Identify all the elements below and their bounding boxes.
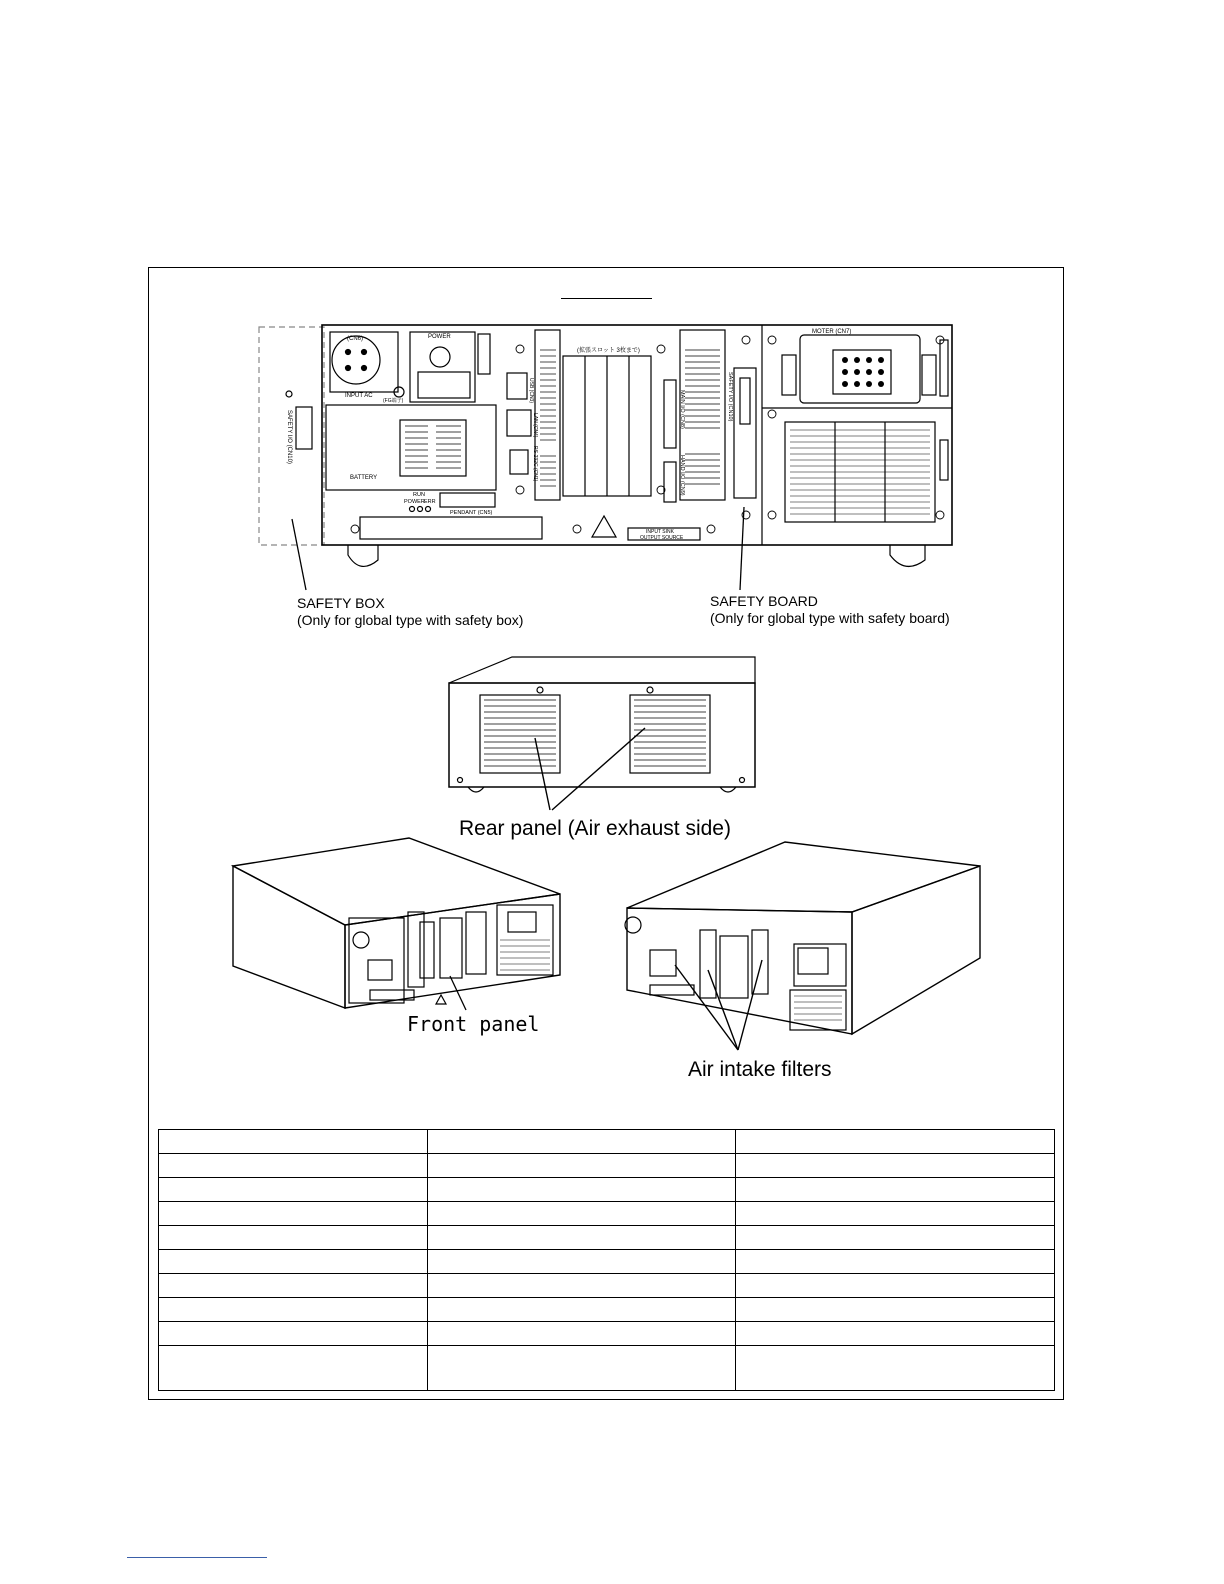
safety-board-leader xyxy=(740,507,744,590)
blank-cover xyxy=(360,517,542,539)
rs232-label: RS-232C (CN1) xyxy=(532,446,538,482)
battery-label: BATTERY xyxy=(350,475,378,481)
table-cell xyxy=(428,1130,736,1154)
table-row xyxy=(159,1346,1055,1391)
table-cell xyxy=(159,1250,428,1274)
main-io-label: MAIN I/O (CN8) xyxy=(679,390,685,429)
table-row xyxy=(159,1250,1055,1274)
motor-connector xyxy=(800,335,920,403)
safety-board-label: SAFETY BOARD xyxy=(710,593,818,609)
spec-table xyxy=(158,1129,1055,1391)
usb-label: USB (CN3) xyxy=(528,378,534,404)
safety-box-note: (Only for global type with safety box) xyxy=(297,612,524,628)
table-cell xyxy=(159,1274,428,1298)
high-voltage-warning xyxy=(592,516,616,537)
input-sink-label: INPUT SINK xyxy=(646,529,674,535)
lan-label: LAN (CN4) xyxy=(532,413,538,438)
front-elevation xyxy=(259,325,952,566)
safety-box-connector-label: SAFETY I/O (CN10) xyxy=(286,410,292,464)
table-cell xyxy=(428,1154,736,1178)
motor-label: MOTER (CN7) xyxy=(812,329,852,335)
table-cell xyxy=(736,1178,1055,1202)
table-cell xyxy=(428,1298,736,1322)
expansion-label: (拡張スロット 3枚まで) xyxy=(577,348,640,354)
table-cell xyxy=(159,1154,428,1178)
table-cell xyxy=(159,1226,428,1250)
exhaust-grille-right xyxy=(630,695,710,773)
table-cell xyxy=(736,1250,1055,1274)
safety-box-connector xyxy=(296,407,312,449)
table-cell xyxy=(159,1322,428,1346)
input-ac-label: INPUT AC xyxy=(345,393,373,399)
fg-label: (FG端子) xyxy=(383,398,404,404)
pendant-label: PENDANT (CN5) xyxy=(450,510,493,516)
air-intake-label: Air intake filters xyxy=(688,1058,832,1081)
table-cell xyxy=(159,1130,428,1154)
footer-link-underline[interactable] xyxy=(127,1557,267,1558)
table-cell xyxy=(159,1202,428,1226)
table-cell xyxy=(428,1202,736,1226)
hand-io-connector xyxy=(664,462,676,502)
power-led-label: POWER xyxy=(404,499,425,505)
safety-board-note: (Only for global type with safety board) xyxy=(710,610,950,626)
foot-right xyxy=(890,545,925,566)
table-row xyxy=(159,1226,1055,1250)
rs232-port xyxy=(510,450,528,474)
table-cell xyxy=(428,1322,736,1346)
output-source-label: OUTPUT SOURCE xyxy=(640,535,684,541)
pendant-connector xyxy=(440,493,495,507)
main-io-connector xyxy=(664,380,676,448)
io-panel xyxy=(680,330,725,500)
lan-port xyxy=(507,410,531,436)
safety-board-panel xyxy=(734,368,756,498)
run-led-label: RUN xyxy=(413,492,425,498)
power-label: POWER xyxy=(428,334,451,340)
safety-box-label: SAFETY BOX xyxy=(297,595,385,611)
table-cell xyxy=(736,1202,1055,1226)
side-persp-filter-left xyxy=(650,950,676,976)
table-cell xyxy=(736,1322,1055,1346)
table-cell xyxy=(428,1346,736,1391)
front-perspective-view xyxy=(233,838,560,1010)
table-row xyxy=(159,1298,1055,1322)
table-row xyxy=(159,1130,1055,1154)
rear-panel-label: Rear panel (Air exhaust side) xyxy=(459,817,731,840)
table-cell xyxy=(159,1298,428,1322)
safety-io-label: SAFETY I/O (CN10) xyxy=(727,372,733,422)
table-row xyxy=(159,1178,1055,1202)
table-cell xyxy=(428,1274,736,1298)
table-cell xyxy=(736,1130,1055,1154)
exhaust-grille-left xyxy=(480,695,560,773)
table-row xyxy=(159,1154,1055,1178)
table-cell xyxy=(159,1346,428,1391)
rear-view xyxy=(449,657,755,810)
table-row xyxy=(159,1202,1055,1226)
safety-io-connector xyxy=(740,378,750,424)
table-cell xyxy=(736,1274,1055,1298)
table-cell xyxy=(736,1298,1055,1322)
cn6-label: (CN6) xyxy=(347,336,363,342)
foot-left xyxy=(348,545,378,566)
table-row xyxy=(159,1274,1055,1298)
table-cell xyxy=(428,1226,736,1250)
side-perspective-view xyxy=(625,842,980,1050)
table-cell xyxy=(736,1346,1055,1391)
table-cell xyxy=(736,1154,1055,1178)
table-cell xyxy=(428,1250,736,1274)
safety-box-leader xyxy=(292,519,306,590)
err-led-label: ERR xyxy=(424,499,436,505)
usb-port xyxy=(507,373,527,399)
hand-io-label: HAND I/O (CN9) xyxy=(679,455,685,496)
table-cell xyxy=(159,1178,428,1202)
table-cell xyxy=(428,1178,736,1202)
front-panel-label: Front panel xyxy=(407,1012,540,1036)
table-cell xyxy=(736,1226,1055,1250)
table-row xyxy=(159,1322,1055,1346)
rear-housing xyxy=(449,683,755,787)
